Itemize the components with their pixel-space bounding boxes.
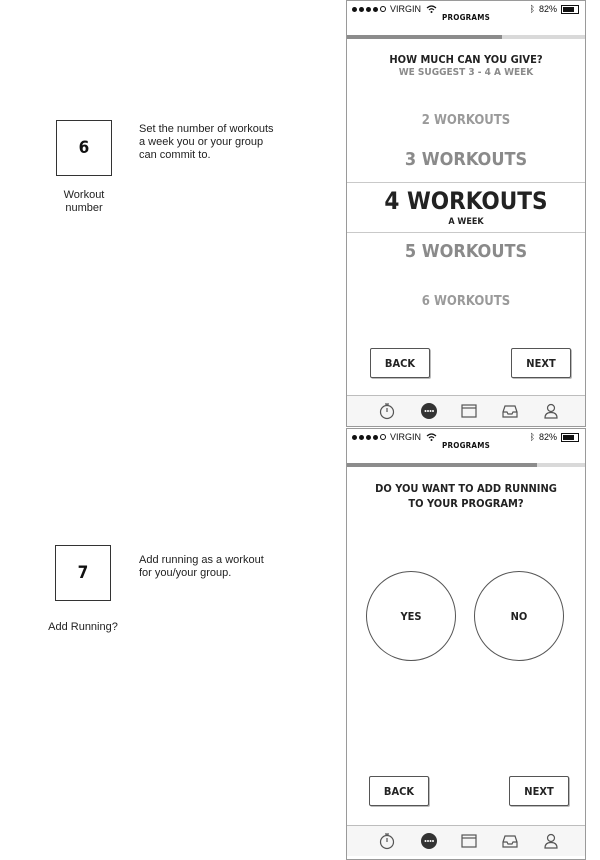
desc-line: can commit to.	[139, 149, 211, 161]
status-bar	[347, 1, 585, 35]
progress-fill	[347, 463, 537, 467]
bluetooth-icon: ᛒ	[529, 432, 535, 442]
option-2-workouts[interactable]: 2 WORKOUTS	[421, 113, 511, 128]
status-right	[530, 4, 579, 14]
caption-line: Workout	[63, 189, 105, 201]
window-icon[interactable]	[460, 402, 478, 420]
desc-line: for you/your group.	[139, 567, 232, 579]
step-number-box	[56, 120, 112, 176]
bluetooth-icon: ᛒ	[529, 4, 535, 14]
inbox-icon[interactable]	[501, 402, 519, 420]
inbox-icon[interactable]	[501, 832, 519, 850]
question-line: DO YOU WANT TO ADD RUNNING	[375, 482, 557, 495]
battery-percent: 82%	[538, 432, 557, 442]
selected-subtitle: A WEEK	[448, 217, 484, 227]
tab-bar	[347, 825, 585, 856]
step-description	[139, 123, 289, 162]
progress-bar	[347, 463, 585, 467]
screen-title: PROGRAMS	[442, 13, 490, 22]
profile-icon[interactable]	[542, 832, 560, 850]
desc-line: Set the number of workouts	[139, 123, 274, 135]
step-number-box	[55, 545, 111, 601]
caption-line: number	[65, 202, 103, 214]
desc-line: a week you or your group	[139, 136, 264, 148]
profile-icon[interactable]	[542, 402, 560, 420]
no-button[interactable]: NO	[474, 571, 564, 661]
option-5-workouts[interactable]: 5 WORKOUTS	[404, 241, 528, 262]
option-6-workouts[interactable]: 6 WORKOUTS	[421, 294, 511, 309]
screen-title: PROGRAMS	[442, 441, 490, 450]
suggestion-text: WE SUGGEST 3 - 4 A WEEK	[398, 67, 534, 78]
wifi-icon	[426, 433, 437, 441]
battery-percent: 82%	[538, 4, 557, 14]
step-description	[139, 554, 289, 580]
window-icon[interactable]	[460, 832, 478, 850]
step-caption: Add Running?	[48, 621, 118, 633]
tab-bar	[347, 395, 585, 426]
carrier-name: VIRGIN	[390, 4, 422, 14]
option-4-workouts-selected[interactable]: 4 WORKOUTS	[384, 187, 548, 215]
question-line: TO YOUR PROGRAM?	[408, 497, 524, 510]
phone-screen-running	[346, 428, 586, 860]
back-button[interactable]: BACK	[369, 776, 429, 806]
selection-top-line	[347, 182, 585, 183]
status-right	[530, 432, 579, 442]
carrier-name: VIRGIN	[390, 432, 422, 442]
question-heading: HOW MUCH CAN YOU GIVE?	[389, 53, 543, 66]
desc-line: Add running as a workout	[139, 554, 264, 566]
next-button[interactable]: NEXT	[509, 776, 569, 806]
progress-bar	[347, 35, 585, 39]
back-button[interactable]: BACK	[370, 348, 430, 378]
step-caption	[48, 189, 120, 215]
question-heading	[347, 481, 585, 511]
phone-screen-workouts	[346, 0, 586, 427]
next-button[interactable]: NEXT	[511, 348, 571, 378]
status-bar	[347, 429, 585, 463]
more-icon[interactable]	[420, 402, 438, 420]
step-number: 7	[77, 563, 89, 583]
selection-bottom-line	[347, 232, 585, 233]
battery-icon	[561, 5, 579, 14]
more-icon[interactable]	[420, 832, 438, 850]
yes-button[interactable]: YES	[366, 571, 456, 661]
battery-icon	[561, 433, 579, 442]
wifi-icon	[426, 5, 437, 13]
stopwatch-icon[interactable]	[378, 832, 396, 850]
stopwatch-icon[interactable]	[378, 402, 396, 420]
step-number: 6	[78, 138, 90, 158]
progress-fill	[347, 35, 502, 39]
option-3-workouts[interactable]: 3 WORKOUTS	[404, 149, 528, 170]
